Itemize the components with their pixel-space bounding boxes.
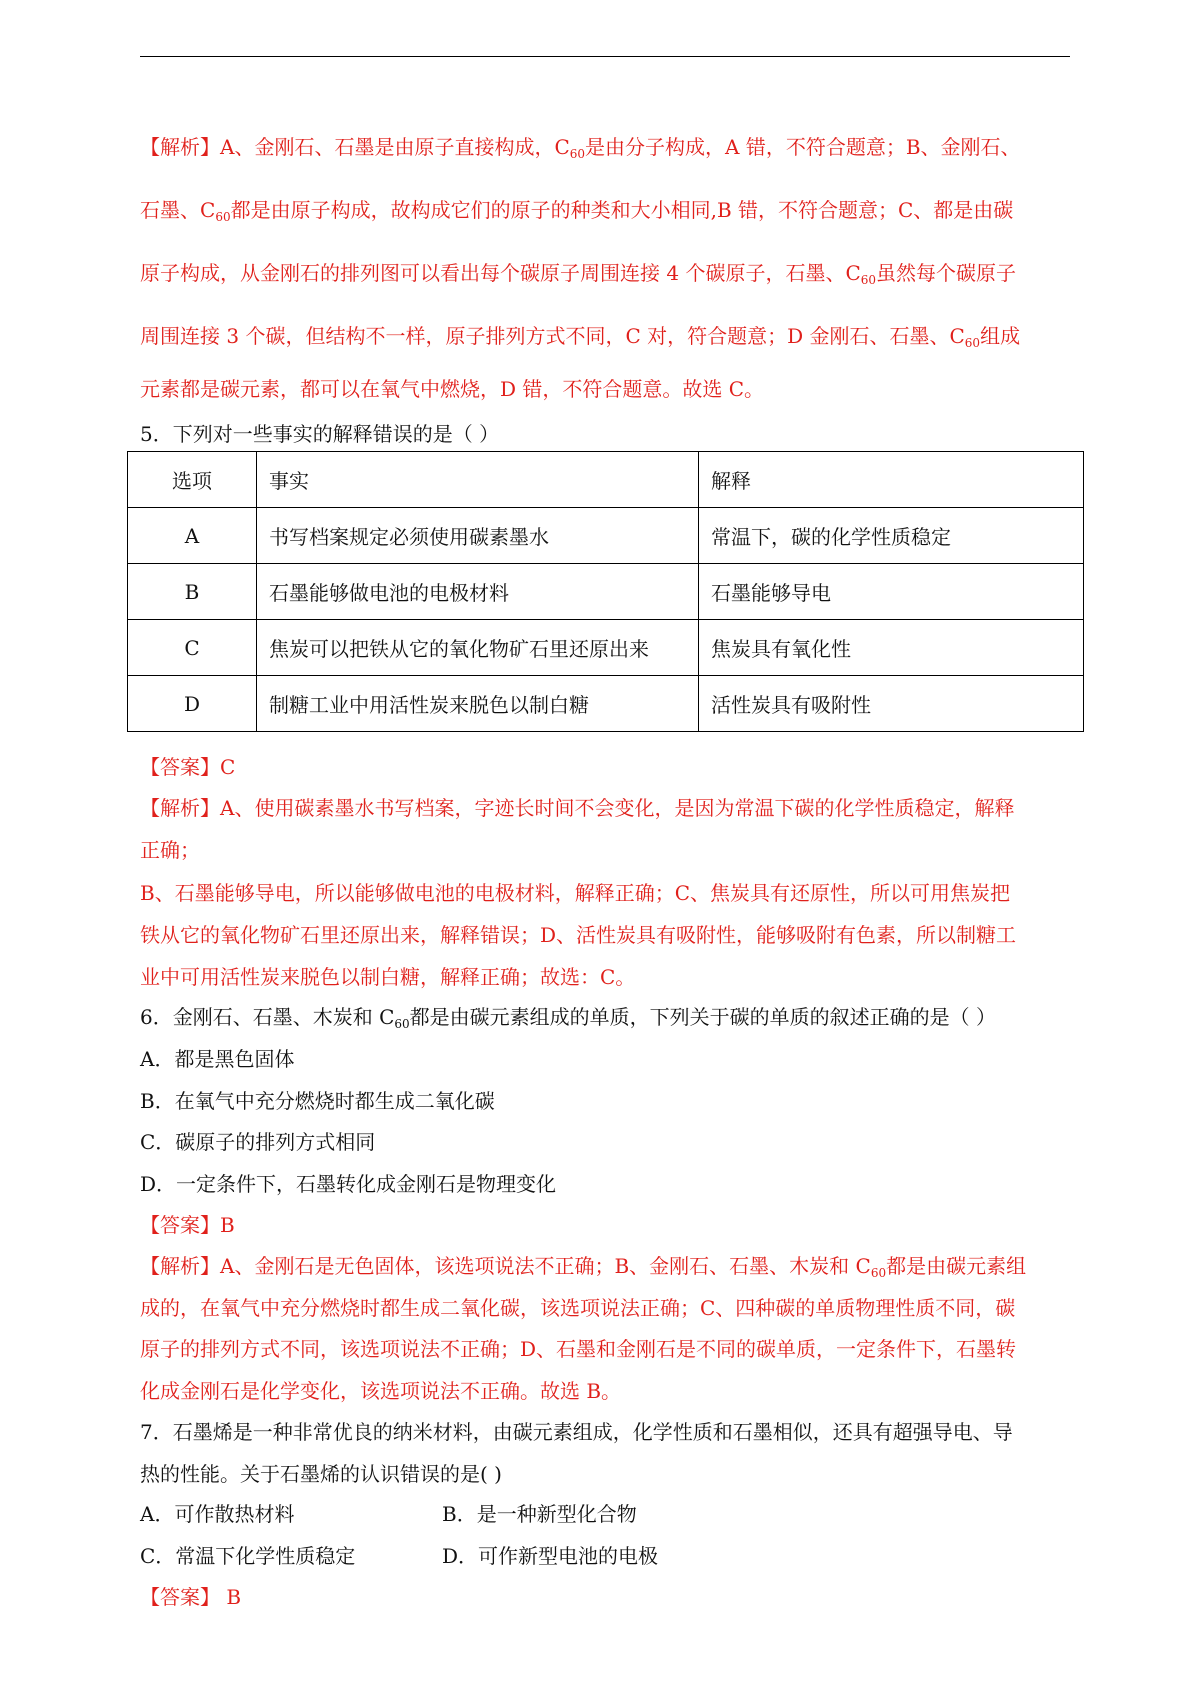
question-6-stem: 6．金刚石、石墨、木炭和 $C_{60}$都是由碳元素组成的单质，下列关于碳的单质的叙述正确的是（ ）: [140, 1005, 997, 1031]
question-7-stem: 热的性能。关于石墨烯的认识错误的是( ): [140, 1462, 502, 1486]
question-6-analysis-line: 【解析】A、金刚石是无色固体，该选项说法不正确；B、金刚石、石墨、木炭和 $C_{60}$都是由碳元素组: [140, 1254, 1027, 1280]
table-cell: A: [128, 508, 257, 564]
table-header-row: [128, 452, 1084, 508]
table-cell: 常温下，碳的化学性质稳定: [699, 508, 1084, 564]
question-6-option-c: C．碳原子的排列方式相同: [140, 1130, 376, 1154]
table-cell: 石墨能够导电: [699, 564, 1084, 620]
question-7-option-b: B．是一种新型化合物: [442, 1502, 637, 1526]
table-cell: 焦炭可以把铁从它的氧化物矿石里还原出来: [257, 620, 699, 676]
table-header-cell: 解释: [699, 452, 1084, 508]
prev-analysis-line: 【解析】A、金刚石、石墨是由原子直接构成，$C_{60}$是由分子构成，A 错，不符合题意；B、金刚石、: [140, 135, 1021, 161]
table-row: [128, 564, 1084, 620]
question-5-analysis-line: 【解析】A、使用碳素墨水书写档案，字迹长时间不会变化，是因为常温下碳的化学性质稳定，解释: [140, 796, 1015, 820]
question-5-analysis-line: 业中可用活性炭来脱色以制白糖，解释正确；故选：C。: [140, 965, 636, 989]
table-row: [128, 676, 1084, 732]
prev-analysis-line: 周围连接 3 个碳，但结构不一样，原子排列方式不同，C 对，符合题意；D 金刚石、石墨、$C_{60}$组成: [140, 324, 1021, 350]
table-cell: 焦炭具有氧化性: [699, 620, 1084, 676]
prev-analysis-line: 石墨、$C_{60}$都是由原子构成，故构成它们的原子的种类和大小相同,B 错，不符合题意；C、都是由碳: [140, 198, 1014, 224]
facts-table: [127, 451, 1084, 732]
question-6-option-a: A．都是黑色固体: [140, 1047, 295, 1071]
question-5-stem: 5．下列对一些事实的解释错误的是（ ）: [140, 422, 500, 446]
question-7-option-d: D．可作新型电池的电极: [442, 1544, 659, 1568]
header-rule: [140, 56, 1070, 57]
question-5-answer: 【答案】C: [140, 755, 236, 779]
question-7-stem: 7．石墨烯是一种非常优良的纳米材料，由碳元素组成，化学性质和石墨相似，还具有超强导电、导: [140, 1420, 1013, 1444]
question-5-analysis-line: 正确；: [140, 838, 200, 862]
table-row: [128, 620, 1084, 676]
table-cell: 活性炭具有吸附性: [699, 676, 1084, 732]
table-header-cell: 事实: [257, 452, 699, 508]
question-6-option-b: B．在氧气中充分燃烧时都生成二氧化碳: [140, 1089, 495, 1113]
question-7-option-c: C．常温下化学性质稳定: [140, 1544, 356, 1568]
question-5-analysis-line: B、石墨能够导电，所以能够做电池的电极材料，解释正确；C、焦炭具有还原性，所以可用焦炭把: [140, 881, 1010, 905]
question-6-analysis-line: 成的，在氧气中充分燃烧时都生成二氧化碳，该选项说法正确；C、四种碳的单质物理性质不同，碳: [140, 1296, 1016, 1320]
question-6-option-d: D．一定条件下，石墨转化成金刚石是物理变化: [140, 1172, 557, 1196]
table-cell: B: [128, 564, 257, 620]
table-header-cell: 选项: [128, 452, 257, 508]
question-6-analysis-line: 化成金刚石是化学变化，该选项说法不正确。故选 B。: [140, 1379, 622, 1403]
table-cell: 制糖工业中用活性炭来脱色以制白糖: [257, 676, 699, 732]
prev-analysis-line: 原子构成，从金刚石的排列图可以看出每个碳原子周围连接 4 个碳原子，石墨、$C_{60}$虽然每个碳原子: [140, 261, 1017, 287]
prev-analysis-line: 元素都是碳元素，都可以在氧气中燃烧，D 错，不符合题意。故选 C。: [140, 377, 765, 401]
table-row: [128, 508, 1084, 564]
table-cell: C: [128, 620, 257, 676]
question-7-answer: 【答案】 B: [140, 1585, 242, 1609]
table-cell: D: [128, 676, 257, 732]
table-cell: 石墨能够做电池的电极材料: [257, 564, 699, 620]
question-5-analysis-line: 铁从它的氧化物矿石里还原出来，解释错误；D、活性炭具有吸附性，能够吸附有色素，所以制糖工: [140, 923, 1017, 947]
question-6-answer: 【答案】B: [140, 1213, 235, 1237]
question-6-analysis-line: 原子的排列方式不同，该选项说法不正确；D、石墨和金刚石是不同的碳单质，一定条件下，石墨转: [140, 1337, 1017, 1361]
table-cell: 书写档案规定必须使用碳素墨水: [257, 508, 699, 564]
question-7-option-a: A．可作散热材料: [140, 1502, 295, 1526]
